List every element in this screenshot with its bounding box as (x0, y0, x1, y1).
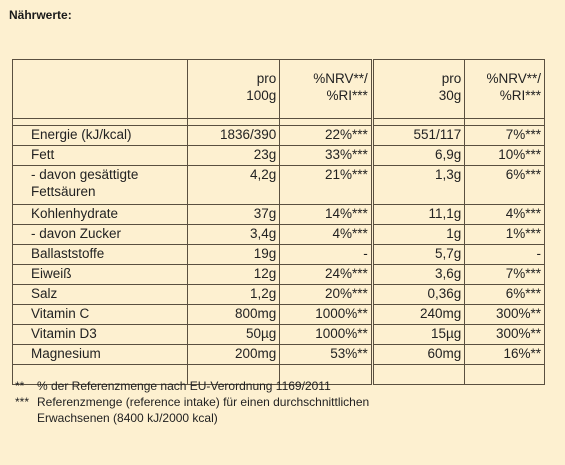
table-row-kohlenhydrate (13, 205, 545, 225)
table-row-vitamin-d3 (13, 325, 545, 345)
table-row-eiweiss (13, 265, 545, 285)
nrv-per-30g: 6%*** (465, 166, 545, 205)
row-label: Ballaststoffe (13, 245, 188, 265)
value-per-100g: 3,4g (187, 225, 280, 245)
nrv-per-100g: 20%*** (280, 285, 373, 305)
value-per-100g: 1,2g (187, 285, 280, 305)
nrv-per-100g: 14%*** (280, 205, 373, 225)
header-nrv100: %NRV**/ %RI*** (280, 60, 373, 119)
value-per-30g: 3,6g (372, 265, 465, 285)
nrv-per-100g: 22%*** (280, 126, 373, 146)
header-pro100: pro 100g (187, 60, 280, 119)
row-label: - davon Zucker (13, 225, 188, 245)
nrv-per-100g: 1000%** (280, 305, 373, 325)
nutrition-table (12, 59, 545, 366)
row-label: Vitamin C (13, 305, 188, 325)
nrv-per-30g: 7%*** (465, 265, 545, 285)
table-row-zucker (13, 225, 545, 245)
value-per-100g: 37g (187, 205, 280, 225)
nrv-per-30g: 300%** (465, 325, 545, 345)
nrv-per-30g: 1%*** (465, 225, 545, 245)
table-row-ballaststoffe (13, 245, 545, 265)
value-per-100g: 200mg (187, 345, 280, 365)
value-per-100g: 12g (187, 265, 280, 285)
value-per-30g: 0,36g (372, 285, 465, 305)
nrv-per-30g: 10%*** (465, 146, 545, 166)
row-label: Eiweiß (13, 265, 188, 285)
value-per-30g: 551/117 (372, 126, 465, 146)
nrv-per-100g: 21%*** (280, 166, 373, 205)
value-per-100g: 4,2g (187, 166, 280, 205)
row-label: Vitamin D3 (13, 325, 188, 345)
table-row-energie (13, 126, 545, 146)
table-row-gesaettigte-fettsaeuren (13, 166, 545, 205)
table-row-magnesium (13, 345, 545, 365)
footnote-1: ** % der Referenzmenge nach EU-Verordnung 1169/2011 (15, 379, 331, 393)
value-per-30g: 15µg (372, 325, 465, 345)
header-pro30: pro 30g (372, 60, 465, 119)
row-label: - davon gesättigte Fettsäuren (13, 166, 188, 205)
nrv-per-30g: 7%*** (465, 126, 545, 146)
spacer-row (13, 119, 545, 126)
nrv-per-100g: 4%*** (280, 225, 373, 245)
value-per-100g: 23g (187, 146, 280, 166)
nrv-per-30g: 16%** (465, 345, 545, 365)
value-per-100g: 1836/390 (187, 126, 280, 146)
header-empty-cell (13, 60, 188, 119)
value-per-30g: 6,9g (372, 146, 465, 166)
heading: Nährwerte: (9, 8, 72, 22)
nrv-per-100g: 53%** (280, 345, 373, 365)
value-per-100g: 50µg (187, 325, 280, 345)
value-per-100g: 19g (187, 245, 280, 265)
value-per-30g: 60mg (372, 345, 465, 365)
nrv-per-30g: 300%** (465, 305, 545, 325)
row-label: Energie (kJ/kcal) (13, 126, 188, 146)
header-nrv30: %NRV**/ %RI*** (465, 60, 545, 119)
nrv-per-100g: 1000%** (280, 325, 373, 345)
nrv-per-100g: 24%*** (280, 265, 373, 285)
row-label: Kohlenhydrate (13, 205, 188, 225)
table-row-salz (13, 285, 545, 305)
value-per-30g: 240mg (372, 305, 465, 325)
footnotes (15, 378, 369, 426)
nrv-per-100g: 33%*** (280, 146, 373, 166)
footnote-2: *** Referenzmenge (reference intake) für einen durchschnittlichen Erwachsenen (8400 kJ/2000 kcal) (15, 395, 370, 425)
table-row-fett (13, 146, 545, 166)
nrv-per-30g: 4%*** (465, 205, 545, 225)
value-per-30g: 1g (372, 225, 465, 245)
table-row-vitamin-c (13, 305, 545, 325)
nrv-per-30g: 6%*** (465, 285, 545, 305)
row-label: Fett (13, 146, 188, 166)
row-label: Salz (13, 285, 188, 305)
value-per-30g: 11,1g (372, 205, 465, 225)
nrv-per-30g: - (465, 245, 545, 265)
value-per-100g: 800mg (187, 305, 280, 325)
header-row (13, 60, 545, 119)
nrv-per-100g: - (280, 245, 373, 265)
value-per-30g: 1,3g (372, 166, 465, 205)
value-per-30g: 5,7g (372, 245, 465, 265)
row-label: Magnesium (13, 345, 188, 365)
